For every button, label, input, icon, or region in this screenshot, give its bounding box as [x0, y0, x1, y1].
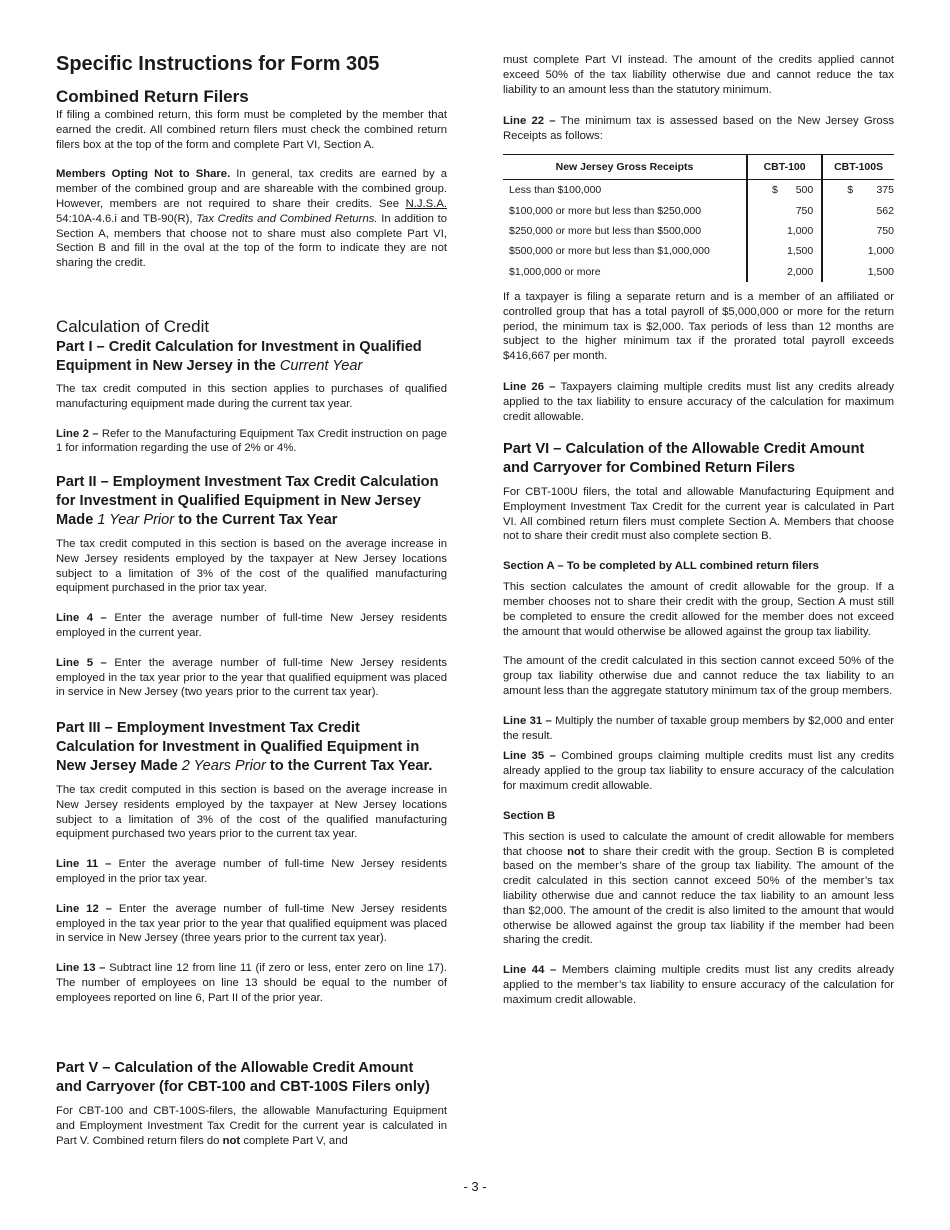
- part2-paragraph: The tax credit computed in this section is based on the average increase in New Jersey residents employed by the taxpayer at New Jersey locations subject to a limitation of 3% of the cost of the qualified manufacturing equipment purchased in the prior tax year.: [56, 538, 447, 595]
- line31-paragraph: Line 31 – Multiply the number of taxable group members by $2,000 and enter the result.: [503, 714, 894, 742]
- combined-return-section: [56, 86, 447, 271]
- section-a-paragraph-1: This section calculates the amount of credit allowable for the group. If a member chooses not to share their credit with the group, Section A must still be completed to ensure the credit allowed for the member does not exceed the amount that would otherwise be allowed against the group tax liability.: [503, 581, 894, 638]
- table-row: $500,000 or more but less than $1,000,000 1,500 1,000: [503, 241, 894, 261]
- part5-paragraph: For CBT-100 and CBT-100S-filers, the allowable Manufacturing Equipment and Employment Investment Tax Credit for the current year is calculated in Part V. Combined return filers do not complete Part V, and: [56, 1105, 447, 1147]
- calculation-section: [56, 316, 447, 456]
- part6-heading: Part VI – Calculation of the Allowable Credit Amount and Carryover for Combined Return Filers: [503, 441, 865, 476]
- section-a-paragraph-2: The amount of the credit calculated in this section cannot exceed 50% of the group tax liability otherwise due and cannot reduce the tax liability to an amount less than the aggregate statutory minimum tax of the group members.: [503, 655, 894, 697]
- affiliated-group-paragraph: If a taxpayer is filing a separate return and is a member of an affiliated or controlled group that has a total payroll of $5,000,000 or more for the return period, the minimum tax is $2,000. Tax periods of less than 12 months are subject to the higher minimum tax if the prorated total payroll exceeds $416,667 per month.: [503, 291, 894, 363]
- line4-paragraph: Line 4 – Enter the average number of full-time New Jersey residents employed in the current year.: [56, 612, 447, 639]
- section-a-heading: Section A – To be completed by ALL combined return filers: [503, 560, 819, 573]
- part1-heading: Part I – Credit Calculation for Investment in Qualified Equipment in New Jersey in the Current Year: [56, 339, 422, 374]
- part3-section: [56, 719, 447, 1006]
- line2-paragraph: Line 2 – Refer to the Manufacturing Equipment Tax Credit instruction on page 1 for information regarding the use of 2% or 4%.: [56, 427, 447, 455]
- section-b-paragraph: This section is used to calculate the amount of credit allowable for members that choose not to share their credit with the group. Section B is completed based on the member’s share of the group tax liability. The amount of the credit calculated in this section cannot exceed 50% of the member’s tax liability otherwise due and cannot reduce the tax liability to an amount less than $2,000. The amount of the credit is also limited to the amount that would otherwise be allowed against the group tax liability if the member had been sharing the credit.: [503, 830, 894, 947]
- line5-paragraph: Line 5 – Enter the average number of full-time New Jersey residents employed in the tax year prior to the year that qualified equipment was placed in service in New Jersey (two years prior to the current tax year).: [56, 656, 447, 699]
- members-opting-label: Members Opting Not to Share.: [56, 168, 231, 181]
- line26-paragraph: Line 26 – Taxpayers claiming multiple credits must list any credits already applied to the tax liability to ensure accuracy of the calculation for maximum credit allowable.: [503, 381, 894, 423]
- part5-heading: Part V – Calculation of the Allowable Credit Amount and Carryover (for CBT-100 and CBT-100S Filers only): [56, 1060, 430, 1095]
- table-row: $250,000 or more but less than $500,000 1,000 750: [503, 221, 894, 241]
- line35-paragraph: Line 35 – Combined groups claiming multiple credits must list any credits already applied to the group tax liability to ensure accuracy of the calculation for maximum credit allowable.: [503, 750, 894, 792]
- members-opting-paragraph: Members Opting Not to Share. In general, tax credits are earned by a member of the combined group and are shareable with the combined group. However, members are not required to share their credits. See N.J.S.A. 54:10A-4.6.i and TB-90(R), Tax Credits and Combined Returns. In addition to Section A, members that choose not to share must also complete Part VI, Section B and fill in the oval at the top of the form to indicate they are not sharing the credit.: [56, 168, 447, 270]
- part3-paragraph: The tax credit computed in this section is based on the average increase in New Jersey residents employed by the taxpayer at New Jersey locations subject to a limitation of 3% of the cost of the qualified manufacturing equipment purchased two years prior to the current tax year.: [56, 784, 447, 841]
- part3-heading: Part III – Employment Investment Tax Credit Calculation for Investment in Qualified Equipment in New Jersey Made 2 Years Prior to the Current Tax Year.: [56, 720, 433, 774]
- combined-paragraph: If filing a combined return, this form must be completed by the member that earned the credit. All combined return filers must check the combined return filers box at the top of the form and complete Part VI, Section A.: [56, 109, 447, 151]
- table-header-receipts: New Jersey Gross Receipts: [503, 155, 747, 180]
- part6-section: [503, 440, 894, 1008]
- part6-paragraph: For CBT-100U filers, the total and allowable Manufacturing Equipment and Employment Investment Tax Credit for the current year is calculated in Part VI. All combined return filers must complete Section A. Members that choose not to share their credit must also complete section B.: [503, 486, 894, 543]
- line22-paragraph: Line 22 – The minimum tax is assessed based on the New Jersey Gross Receipts as follows:: [503, 115, 894, 142]
- table-row: $100,000 or more but less than $250,000 750 562: [503, 200, 894, 220]
- page-title: Specific Instructions for Form 305: [56, 53, 380, 75]
- page-number: - 3 -: [463, 1179, 487, 1194]
- combined-heading: Combined Return Filers: [56, 87, 249, 106]
- line12-paragraph: Line 12 – Enter the average number of full-time New Jersey residents employed in the tax year prior to the year that qualified equipment was placed in service in New Jersey (three years prior to the current tax year).: [56, 902, 447, 945]
- calculation-heading: Calculation of Credit: [56, 317, 210, 336]
- part1-paragraph: The tax credit computed in this section applies to purchases of qualified manufacturing equipment made during the current tax year.: [56, 383, 447, 410]
- table-header-cbt100: CBT-100: [747, 155, 822, 180]
- line44-paragraph: Line 44 – Members claiming multiple credits must list any credits already applied to the member’s tax liability to ensure accuracy of the calculation for maximum credit allowable.: [503, 964, 894, 1006]
- table-row: Less than $100,000 $ 500 $ 375: [503, 180, 894, 201]
- njsa-link[interactable]: N.J.S.A.: [405, 197, 447, 210]
- table-header-cbt100s: CBT-100S: [822, 155, 894, 180]
- part5-continuation: must complete Part VI instead. The amount of the credits applied cannot exceed 50% of the tax liability otherwise due and cannot reduce the tax liability to an amount less than the statutory minimum.: [503, 54, 894, 96]
- line11-paragraph: Line 11 – Enter the average number of full-time New Jersey residents employed in the prior tax year.: [56, 858, 447, 885]
- part2-heading: Part II – Employment Investment Tax Credit Calculation for Investment in Qualified Equipment in New Jersey Made 1 Year Prior to the Current Tax Year: [56, 474, 439, 528]
- line13-paragraph: Line 13 – Subtract line 12 from line 11 (if zero or less, enter zero on line 17). The number of employees on line 13 should be equal to the number of employees reported on line 6, Part II of the prior year.: [56, 962, 447, 1004]
- minimum-tax-table: [503, 154, 894, 282]
- part2-section: [56, 473, 447, 700]
- table-row: $1,000,000 or more 2,000 1,500: [503, 262, 894, 282]
- part5-section: [56, 1059, 447, 1148]
- section-b-heading: Section B: [503, 809, 556, 822]
